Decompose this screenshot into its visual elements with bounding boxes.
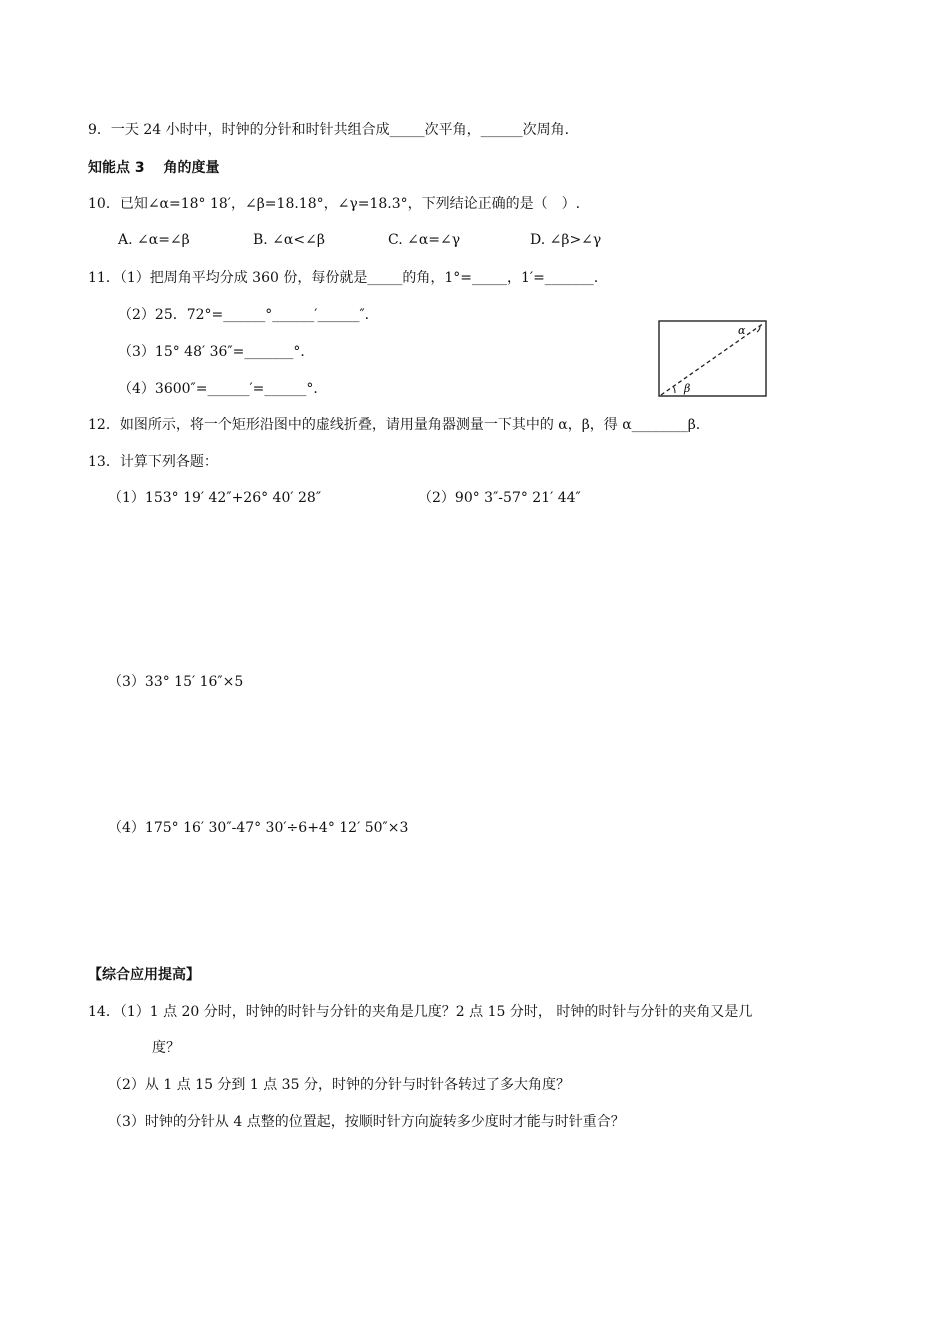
question-13-stem: 13．计算下列各题： [88,454,218,470]
question-14-part1-cont: 度？ [152,1040,180,1056]
alpha-label: α [738,324,746,337]
section-heading-application: 【综合应用提高】 [88,967,200,983]
question-13-part4: （4）175° 16′ 30″-47° 30′÷6+4° 12′ 50″×3 [108,820,409,836]
option-b: B. ∠α<∠β [253,232,325,248]
folded-rectangle-figure [658,320,768,398]
question-10-stem: 10．已知∠α=18° 18′，∠β=18.18°，∠γ=18.3°，下列结论正确的是（ ）. [88,196,581,212]
option-d: D. ∠β>∠γ [530,232,602,248]
option-a: A. ∠α=∠β [118,232,190,248]
question-13-part2: （2）90° 3″-57° 21′ 44″ [418,490,581,506]
option-c: C. ∠α=∠γ [388,232,461,248]
alpha-arc [757,326,760,332]
beta-label: β [684,382,691,395]
beta-arc [673,386,675,393]
question-12: 12．如图所示，将一个矩形沿图中的虚线折叠，请用量角器测量一下其中的 α，β，得 α________β. [88,417,701,433]
question-11-part2: （2）25．72°=______°______′______″. [118,307,370,323]
question-14-part2: （2）从 1 点 15 分到 1 点 35 分，时钟的分针与时针各转过了多大角度？ [108,1077,570,1093]
section-heading-3: 知能点 3 角的度量 [88,160,220,176]
question-11-part1: 11．（1）把周角平均分成 360 份，每份就是_____的角，1°=_____，1′=_______. [88,270,599,286]
question-9: 9．一天 24 小时中，时钟的分针和时针共组合成_____次平角，______次周角. [88,122,570,138]
question-10-options [118,230,601,250]
question-14-part1: 14．（1）1 点 20 分时，时钟的时针与分针的夹角是几度？2 点 15 分时， 时钟的时针与分针的夹角又是几 [88,1004,753,1020]
question-11-part4: （4）3600″=______′=______°． [118,381,328,397]
question-14-part3: （3）时钟的分针从 4 点整的位置起，按顺时针方向旋转多少度时才能与时针重合？ [108,1114,625,1130]
fold-dashed-line [661,323,764,395]
question-13-part1: （1）153° 19′ 42″+26° 40′ 28″ [108,490,322,506]
question-11-part3: （3）15° 48′ 36″=_______°． [118,344,315,360]
question-13-part3: （3）33° 15′ 16″×5 [108,674,244,690]
